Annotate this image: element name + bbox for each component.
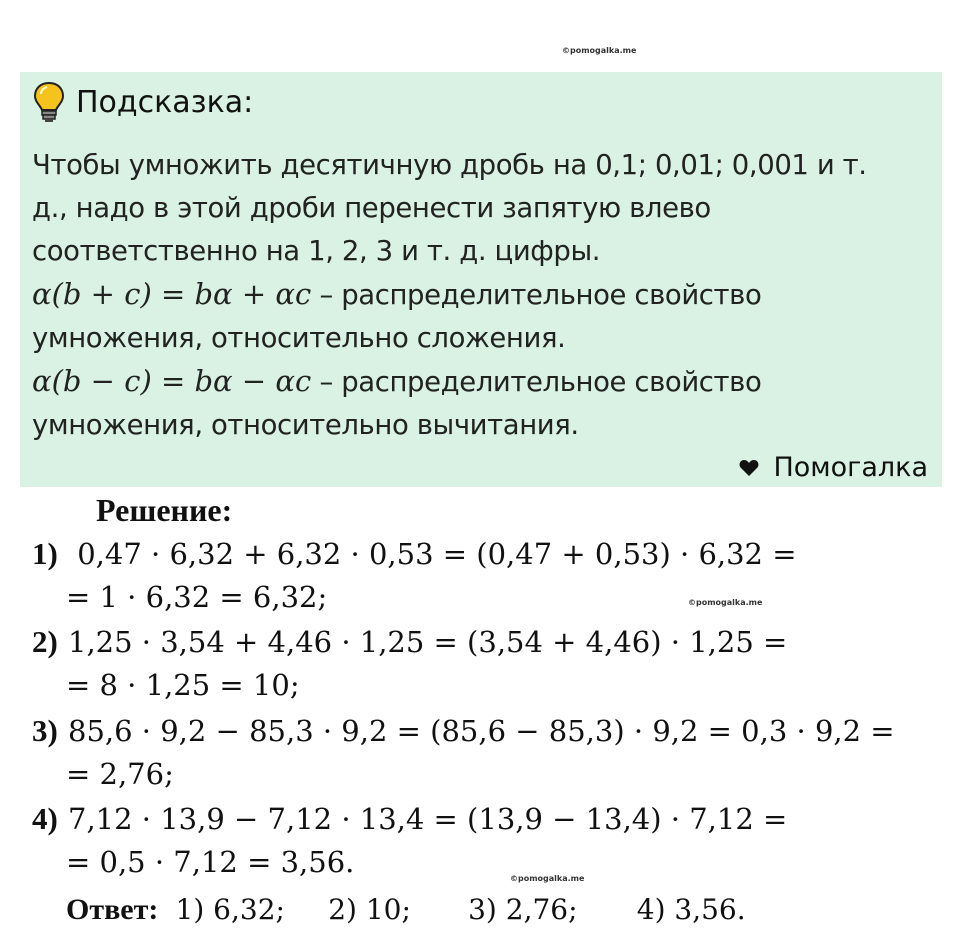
answer-label: Ответ:: [66, 893, 159, 926]
equation-line: 7,12 · 13,9 − 7,12 · 13,4 = (13,9 − 13,4) · 7,12 =: [68, 802, 788, 836]
item-number: 2): [32, 624, 58, 659]
equation-continuation: = 8 · 1,25 = 10;: [66, 668, 300, 702]
formula-description: – распределительное свойство: [311, 366, 762, 398]
brand-label: [739, 452, 928, 483]
solution-item-2: [32, 624, 787, 660]
heart-icon: [739, 459, 759, 477]
answer-line: [66, 892, 746, 927]
equation-line: 0,47 · 6,32 + 6,32 · 0,53 = (0,47 + 0,53) · 6,32 =: [68, 537, 797, 571]
watermark: ©pomogalka.me: [688, 598, 763, 607]
answer-value: 2) 10;: [328, 893, 411, 926]
equation-continuation: = 2,76;: [66, 757, 174, 791]
brand-name: Помогалка: [773, 452, 928, 483]
lightbulb-icon: [32, 81, 66, 123]
formula-line: [32, 273, 932, 317]
solution-title: Решение:: [96, 492, 233, 528]
equation-line: 85,6 · 9,2 − 85,3 · 9,2 = (85,6 − 85,3) · 9,2 = 0,3 · 9,2 =: [68, 714, 895, 748]
hint-title: Подсказка:: [76, 84, 254, 120]
answer-value: 3) 2,76;: [468, 893, 578, 926]
formula-distributive-sub: 𝛼(𝑏 − c) = 𝑏𝛼 − 𝛼c: [32, 364, 312, 398]
equation-continuation: = 1 · 6,32 = 6,32;: [66, 580, 328, 614]
solution-item-4: [32, 801, 787, 837]
solution-item-1: [32, 536, 797, 572]
hint-line: д., надо в этой дроби перенести запятую влево: [32, 192, 711, 224]
hint-line: соответственно на 1, 2, 3 и т. д. цифры.: [32, 235, 601, 267]
hint-box: [20, 72, 942, 487]
watermark: ©pomogalka.me: [562, 46, 637, 55]
formula-description: – распределительное свойство: [311, 279, 762, 311]
item-number: 3): [32, 713, 58, 748]
hint-body: [32, 144, 932, 447]
answer-value: 1) 6,32;: [175, 893, 285, 926]
item-number: 1): [32, 536, 58, 571]
hint-line: умножения, относительно вычитания.: [32, 409, 579, 441]
watermark: ©pomogalka.me: [510, 874, 585, 883]
hint-header: [32, 80, 253, 124]
hint-line: Чтобы умножить десятичную дробь на 0,1; 0,01; 0,001 и т.: [32, 149, 867, 181]
equation-continuation: = 0,5 · 7,12 = 3,56.: [66, 845, 355, 879]
hint-line: умножения, относительно сложения.: [32, 322, 566, 354]
formula-line: [32, 360, 932, 404]
answer-value: 4) 3,56.: [636, 893, 746, 926]
solution-item-3: [32, 713, 895, 749]
item-number: 4): [32, 801, 58, 836]
equation-line: 1,25 · 3,54 + 4,46 · 1,25 = (3,54 + 4,46) · 1,25 =: [68, 625, 788, 659]
formula-distributive-add: 𝛼(𝑏 + c) = 𝑏𝛼 + 𝛼c: [32, 277, 312, 311]
